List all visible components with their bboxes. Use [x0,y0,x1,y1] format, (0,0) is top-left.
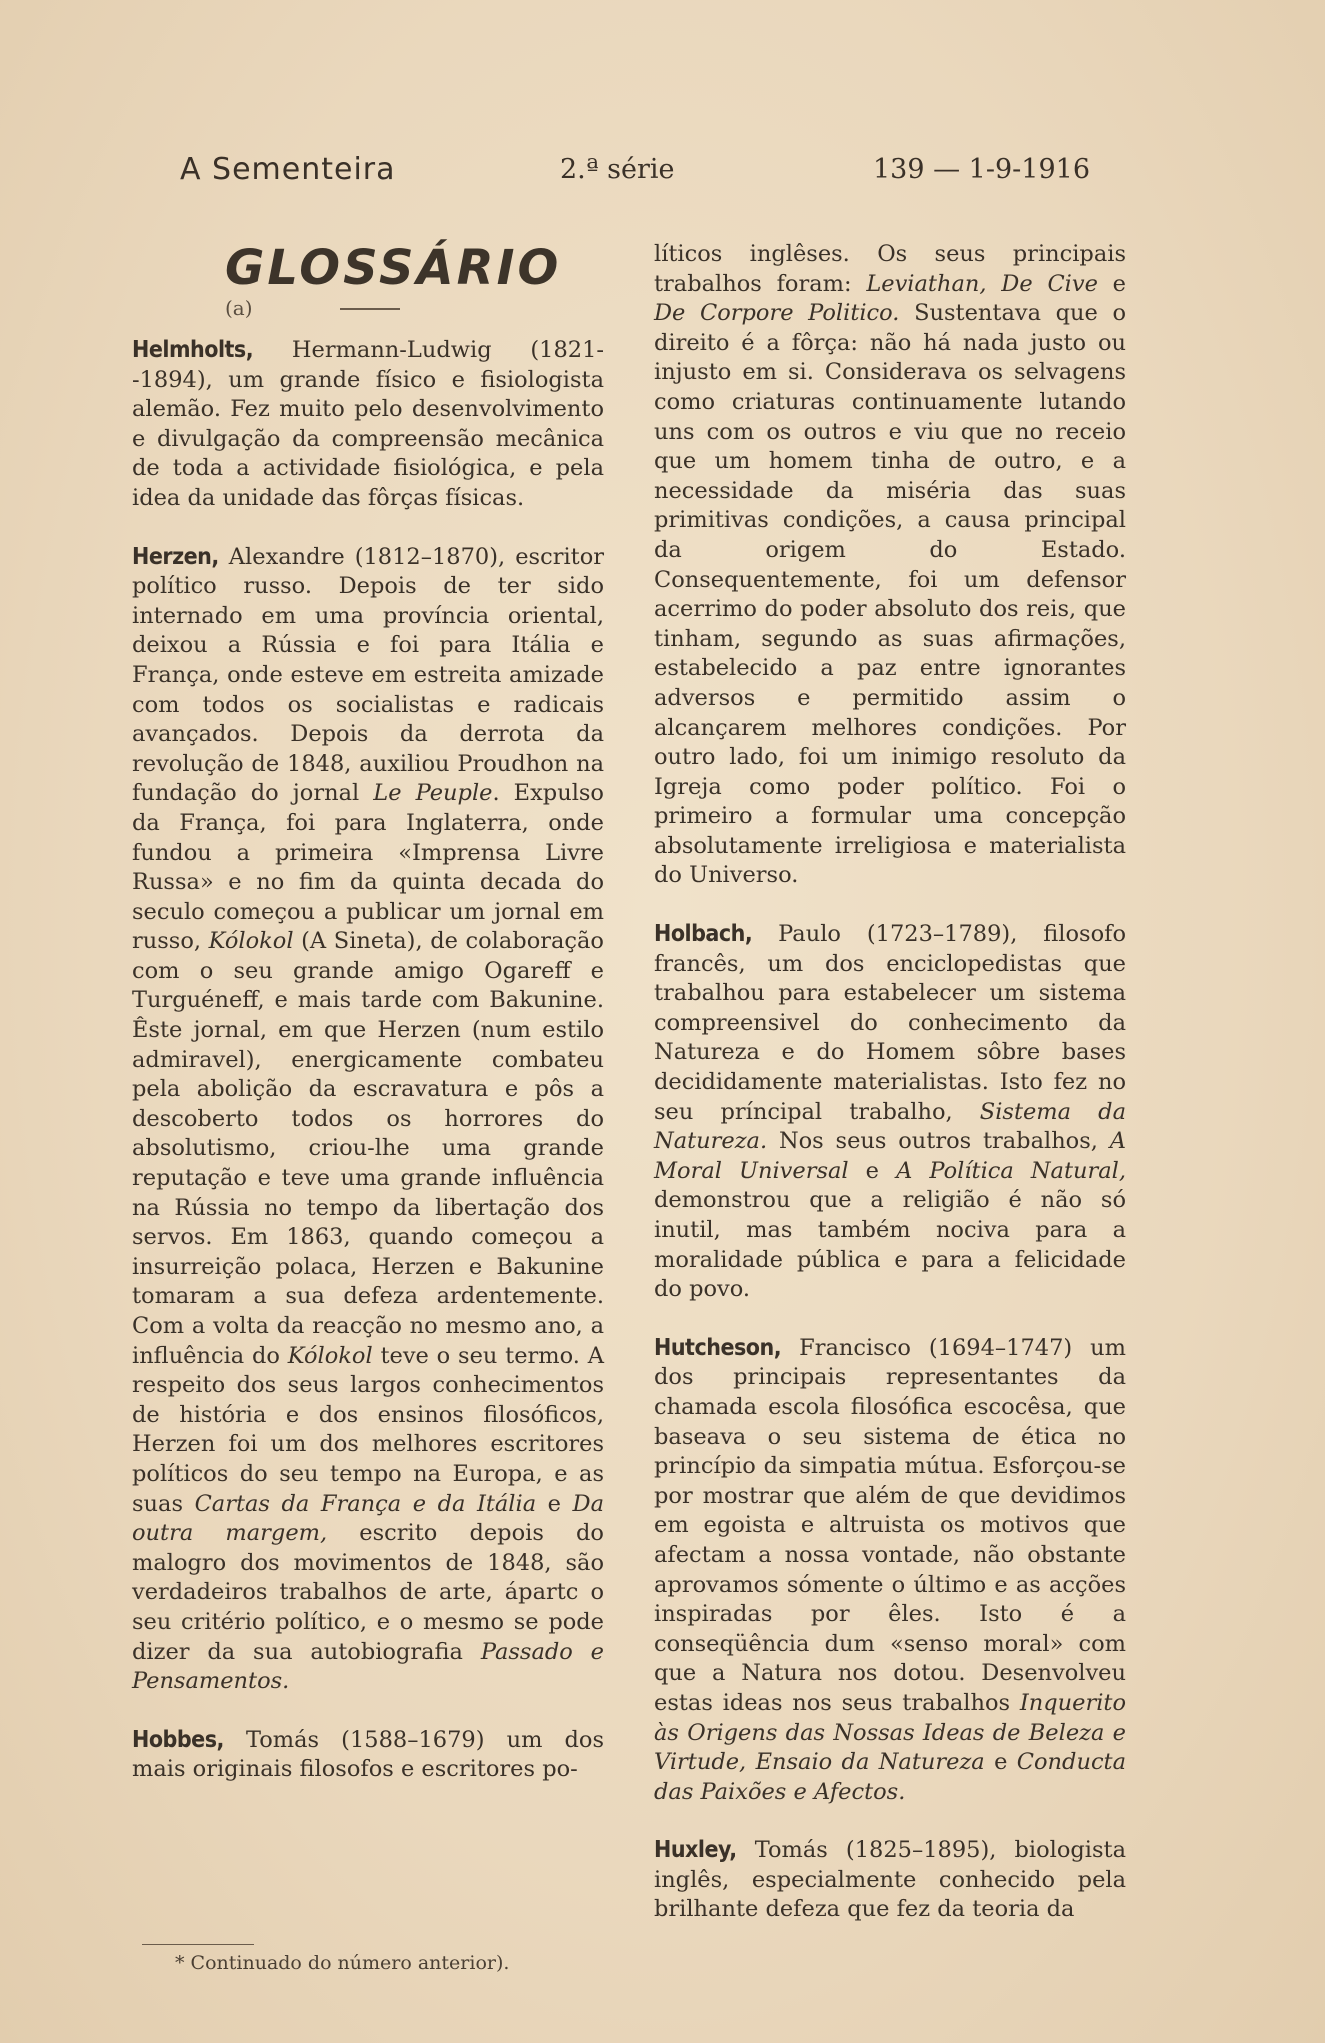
entry-italic: A Moral Universal [654,1128,1126,1184]
entry-head: Herzen, [132,543,219,570]
entry-text: e [984,1749,1017,1776]
entry-text: Tomás (1825–1895), biologista inglês, especialmente conhecido pela brilhante defeza que fez da teoria da [654,1837,1126,1923]
entry-text: e [1097,270,1126,297]
entry-head: Holbach, [654,921,753,948]
entry-text: escrito depois do malogro dos movimentos de 1848, são verdadeiros trabalhos de arte, ápartc o seu critério político, e o mesmo se pode dizer da sua autobiografia [132,1520,604,1665]
entry-text: e [848,1157,897,1184]
entry-hobbes [132,1726,604,1785]
heading-divider [340,308,400,310]
entry-head: Hobbes, [132,1726,224,1753]
footnote-divider [142,1944,254,1945]
entry-italic: De Corpore Politico. [654,300,900,327]
entry-italic: Le Peuple [373,780,493,807]
entry-italic: Inquerito às Origens das Nossas Ideas de Beleza e Virtude, Ensaio da Natureza [654,1689,1126,1776]
entry-head: Hutcheson, [654,1334,782,1361]
footnote-marker: (a) [225,296,253,320]
entry-herzen [132,543,604,1697]
entry-italic: Conducta das Paixões e Afectos. [654,1749,1127,1805]
entry-italic: Kólokol [287,1342,373,1369]
entry-italic: Passado e Pensamentos. [132,1638,604,1695]
entry-italic: Leviathan, De Cive [866,270,1098,297]
entry-italic: Da outra margem, [132,1490,604,1547]
entry-text: Alexandre (1812–1870), escritor político russo. Depois de ter sido internado em uma província oriental, deixou a Rússia e foi para Itália e França, onde esteve em estreita amizade com todos os socialistas e radicais avançados. Depois da derrota da revolução de 1848, auxiliou Proudhon na fundação do jornal [132,543,604,807]
publication-title: A Sementeira [180,152,396,187]
entry-text: Francisco (1694–1747) um dos principais representantes da chamada escola filosófica escocêsa, que baseava o seu sistema de ética no princípio da simpatia mútua. Esforçou-se por mostrar que além de que devidimos em egoista e altruista os motivos que afectam a nossa vontade, não obstante aprovamos sómente o último e as acções inspiradas por êles. Isto é a conseqüência dum «senso moral» com que a Natura nos dotou. Desenvolveu estas ideas nos seus trabalhos [654,1334,1126,1716]
entry-text: e [536,1490,573,1517]
entry-hobbes-continued [654,240,1126,891]
entry-text: Tomás (1588–1679) um dos mais originais filosofos e escritores po- [132,1726,604,1783]
entry-text: (A Sineta), de colaboração com o seu grande amigo Ogareff e Turguéneff, e mais tarde com Bakunine. Êste jornal, em que Herzen (num estilo admiravel), energicamente combateu pela abolição da escravatura e pôs a descoberto todos os horrores do absolutismo, criou-lhe uma grande reputação e teve uma grande influência na Rússia no tempo da libertação dos servos. Em 1863, quando começou a insurreição polaca, Herzen e Bakunine tomaram a sua defeza ardentemente. Com a volta da reacção no mesmo ano, a influência do [132,928,604,1369]
entry-text: Paulo (1723–1789), filosofo francês, um dos enciclopedistas que trabalhou para estabelecer um sistema compreensivel do conhecimento da Natureza e do Homem sôbre bases decididamente materialistas. Isto fez no seu príncipal trabalho, [654,921,1126,1125]
entry-text: Hermann-Ludwig (1821--1894), um grande físico e fisiologista alemão. Fez muito pelo desenvolvimento e divulgação da compreensão mecânica de toda a actividade fisiológica, e pela idea da unidade das fôrças físicas. [132,337,604,511]
left-column [132,336,604,1814]
entry-italic: A Política Natural, [896,1157,1127,1184]
page-header [180,152,1090,202]
entry-helmholtz [132,336,604,514]
entry-hutcheson [654,1334,1126,1808]
entry-head: Huxley, [654,1837,737,1864]
glossary-title: GLOSSÁRIO [225,240,562,296]
entry-text: teve o seu termo. A respeito dos seus largos conhecimentos de história e dos ensinos filosóficos, Herzen foi um dos melhores escritores políticos do seu tempo na Europa, e as suas [132,1342,604,1517]
entry-text: demonstrou que a religião é não só inutil, mas também nociva para a moralidade pública e para a felicidade do povo. [654,1187,1126,1303]
entry-text: Nos seus outros trabalhos, [767,1128,1110,1155]
issue-date: 139 — 1-9-1916 [872,154,1090,185]
entry-huxley [654,1836,1126,1925]
entry-head: Helmholts, [132,337,254,363]
entry-text: Sustentava que o direito é a fôrça: não há nada justo ou injusto em si. Considerava os selvagens como criaturas continuamente lutando uns com os outros e viu que no receio que um homem tinha de outro, e a necessidade da miséria das suas primitivas condições, a causa principal da origem do Estado. Consequentemente, foi um defensor acerrimo do poder absoluto dos reis, que tinham, segundo as suas afirmações, estabelecido a paz entre ignorantes adversos e permitido assim o alcançarem melhores condições. Por outro lado, foi um inimigo resoluto da Igreja como poder político. Foi o primeiro a formular uma concepção absolutamente irreligiosa e materialista do Universo. [654,300,1126,889]
footnote: * Continuado do número anterior). [175,1952,510,1974]
entry-holbach [654,920,1126,1305]
series-label: 2.ª série [560,154,675,185]
entry-italic: Sistema da Natureza. [654,1098,1126,1155]
entry-text: . Expulso da França, foi para Inglaterra, onde fundou a primeira «Imprensa Livre Russa» e no fim da quinta decada do seculo começou a publicar um jornal em russo, [132,780,604,955]
section-heading [225,240,585,320]
entry-text: líticos inglêses. Os seus principais trabalhos foram: [654,241,1126,297]
entry-italic: Cartas da França e da Itália [194,1490,537,1517]
entry-italic: Kólokol [208,928,294,955]
right-column [654,240,1126,1954]
